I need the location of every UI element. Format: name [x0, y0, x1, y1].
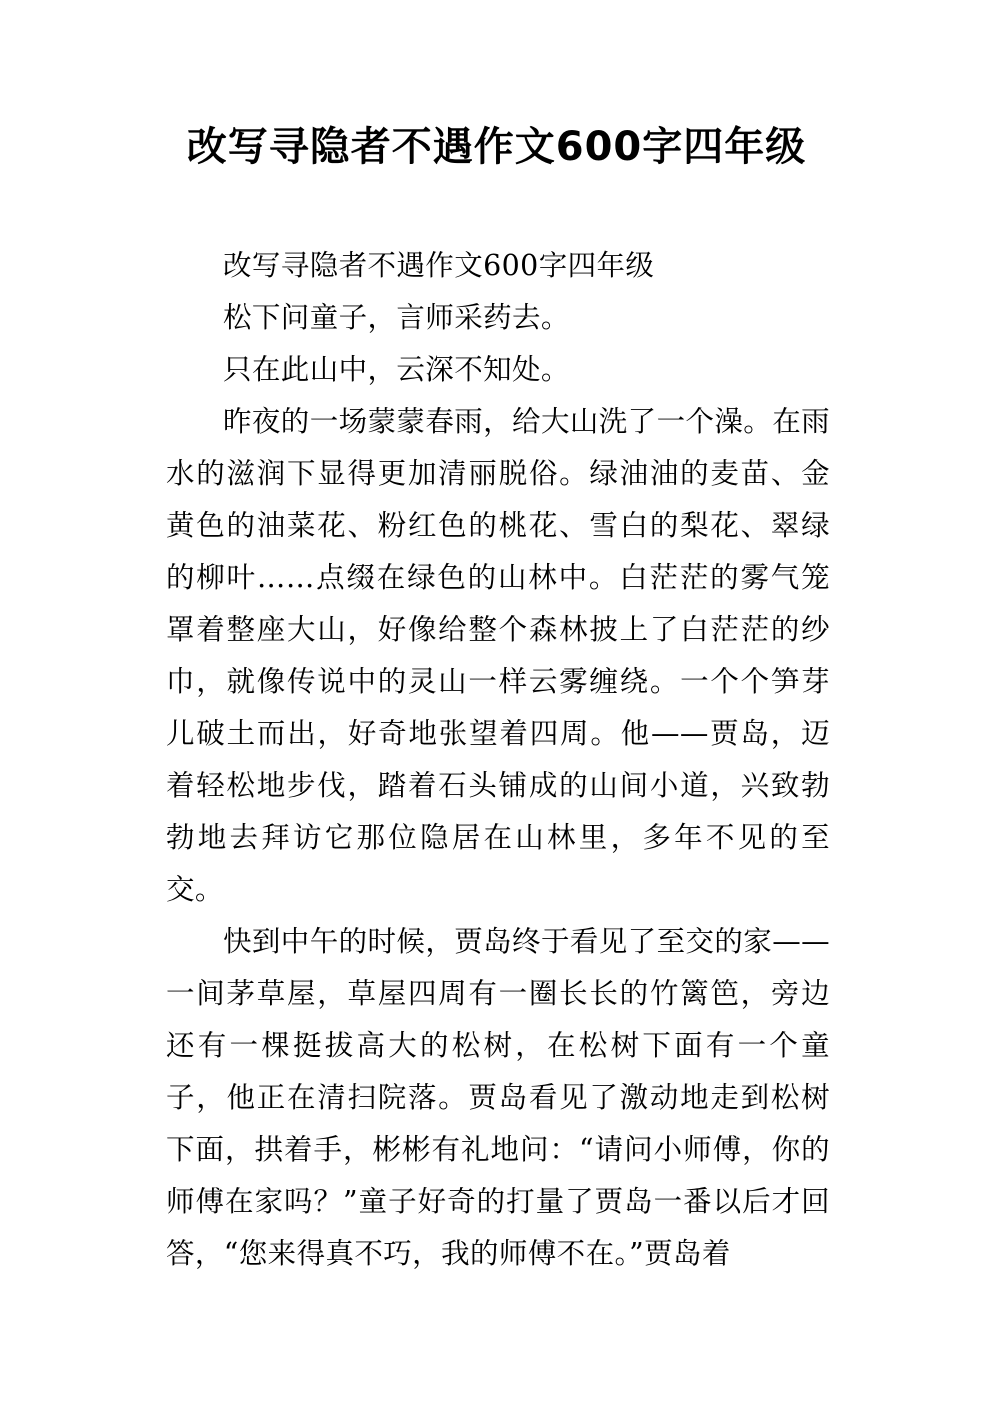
paragraph-body-2: 快到中午的时候，贾岛终于看见了至交的家——一间茅草屋，草屋四周有一圈长长的竹篱笆，旁边还有一棵挺拔高大的松树，在松树下面有一个童子，他正在清扫院落。贾岛看见了激动地走到松树下面，拱着手，彬彬有礼地问：“请问小师傅，你的师傅在家吗？”童子好奇的打量了贾岛一番以后才回答，“您来得真不巧，我的师傅不在。”贾岛着 — [166, 925, 830, 1270]
paragraph-subtitle: 改写寻隐者不遇作文600字四年级 — [223, 249, 655, 282]
paragraph-poem-line-2: 只在此山中，云深不知处。 — [223, 353, 570, 386]
document-title: 改写寻隐者不遇作文600字四年级 — [186, 124, 807, 170]
document-body — [166, 240, 830, 1280]
paragraph-body-1: 昨夜的一场蒙蒙春雨，给大山洗了一个澡。在雨水的滋润下显得更加清丽脱俗。绿油油的麦苗、金黄色的油菜花、粉红色的桃花、雪白的梨花、翠绿的柳叶……点缀在绿色的山林中。白茫茫的雾气笼罩着整座大山，好像给整个森林披上了白茫茫的纱巾，就像传说中的灵山一样云雾缠绕。一个个笋芽儿破土而出，好奇地张望着四周。他——贾岛，迈着轻松地步伐，踏着石头铺成的山间小道，兴致勃勃地去拜访它那位隐居在山林里，多年不见的至交。 — [166, 405, 830, 906]
paragraph-poem-line-1: 松下问童子，言师采药去。 — [223, 301, 570, 334]
